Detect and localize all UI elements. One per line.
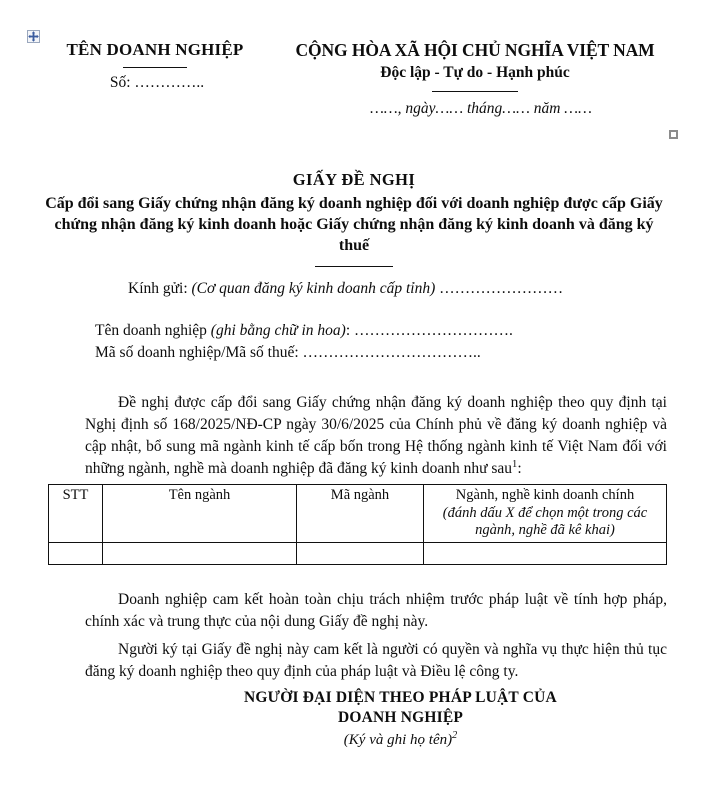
signer-paragraph: Người ký tại Giấy đề nghị này cam kết là người có quyền và nghĩa vụ thực hiện thủ tục đăng ký doanh nghiệp theo quy định của pháp luật và Điều lệ công ty. (85, 640, 667, 680)
column-header-stt: STT (49, 485, 103, 543)
addressee-line (128, 280, 563, 298)
column-header-sector-code: Mã ngành (297, 485, 424, 543)
table-row[interactable] (49, 543, 667, 565)
footnote-marker-2: 2 (452, 730, 458, 742)
table-header-row (49, 485, 667, 543)
enterprise-name-dots: : …………………………. (345, 322, 513, 339)
main-sector-header-text: Ngành, nghề kinh doanh chính (455, 487, 635, 503)
request-paragraph-tail: : (517, 459, 522, 477)
organization-rule (123, 67, 187, 68)
signature-title (243, 688, 558, 728)
cell-stt[interactable] (49, 543, 103, 565)
addressee-dots: …………………… (435, 280, 564, 297)
header-right-column (265, 40, 685, 118)
signature-note-text: (Ký và ghi họ tên) (343, 732, 453, 749)
addressee-label: Kính gửi: (128, 280, 188, 297)
commitment-paragraph: Doanh nghiệp cam kết hoàn toàn chịu trách nhiệm trước pháp luật về tính hợp pháp, chính xác và trung thực của nội dung Giấy đề nghị này. (85, 590, 667, 630)
header-left-column (30, 40, 280, 92)
nation-name: CỘNG HÒA XÃ HỘI CHỦ NGHĨA VIỆT NAM (295, 40, 655, 60)
enterprise-code-line: Mã số doanh nghiệp/Mã số thuế: …………………………….. (95, 344, 481, 361)
enterprise-name-label: Tên doanh nghiệp (95, 322, 207, 339)
column-header-sector-name: Tên ngành (103, 485, 297, 543)
request-paragraph (85, 392, 667, 480)
title-block (40, 170, 668, 267)
footnote-marker-1: 1 (512, 458, 518, 470)
document-header (0, 40, 708, 145)
date-line: ……, ngày…… tháng…… năm …… (370, 100, 592, 117)
signature-title-line-2: DOANH NGHIỆP (337, 709, 464, 727)
signature-title-line-1: NGƯỜI ĐẠI DIỆN THEO PHÁP LUẬT CỦA (244, 689, 557, 706)
motto-rule (432, 91, 518, 92)
request-paragraph-text: Đề nghị được cấp đổi sang Giấy chứng nhận đăng ký doanh nghiệp theo quy định tại Nghị định số 168/2025/NĐ-CP ngày 30/6/2025 của Chính phủ về đăng ký doanh nghiệp và cập nhật, bổ sung mã ngành kinh tế cấp bốn trong Hệ thống ngành kinh tế Việt Nam đối với những ngành, nghề mà doanh nghiệp đã đăng ký kinh doanh như sau (85, 393, 667, 477)
addressee-authority: (Cơ quan đăng ký kinh doanh cấp tỉnh) (191, 280, 436, 297)
column-header-main-sector (424, 485, 667, 543)
page-subtitle: Cấp đổi sang Giấy chứng nhận đăng ký doanh nghiệp đối với doanh nghiệp được cấp Giấy chứng nhận đăng ký kinh doanh hoặc Giấy chứng nhận đăng ký kinh doanh và đăng ký thuế (45, 195, 663, 255)
cell-sector-name[interactable] (103, 543, 297, 565)
nation-motto: Độc lập - Tự do - Hạnh phúc (380, 64, 570, 81)
page-title: GIẤY ĐỀ NGHỊ (292, 170, 416, 189)
sector-table (48, 484, 667, 565)
title-rule (315, 266, 393, 267)
document-number: Số: ………….. (109, 74, 205, 91)
identity-lines (95, 322, 513, 366)
signature-note (243, 730, 558, 749)
enterprise-name-line (95, 322, 513, 340)
signature-block (243, 688, 558, 749)
cell-sector-code[interactable] (297, 543, 424, 565)
organization-name: TÊN DOANH NGHIỆP (66, 40, 244, 59)
cell-main-sector[interactable] (424, 543, 667, 565)
main-sector-header-hint: (đánh dấu X để chọn một trong các ngành, nghề đã kê khai) (442, 504, 648, 539)
enterprise-name-hint: (ghi bằng chữ in hoa) (210, 322, 346, 339)
